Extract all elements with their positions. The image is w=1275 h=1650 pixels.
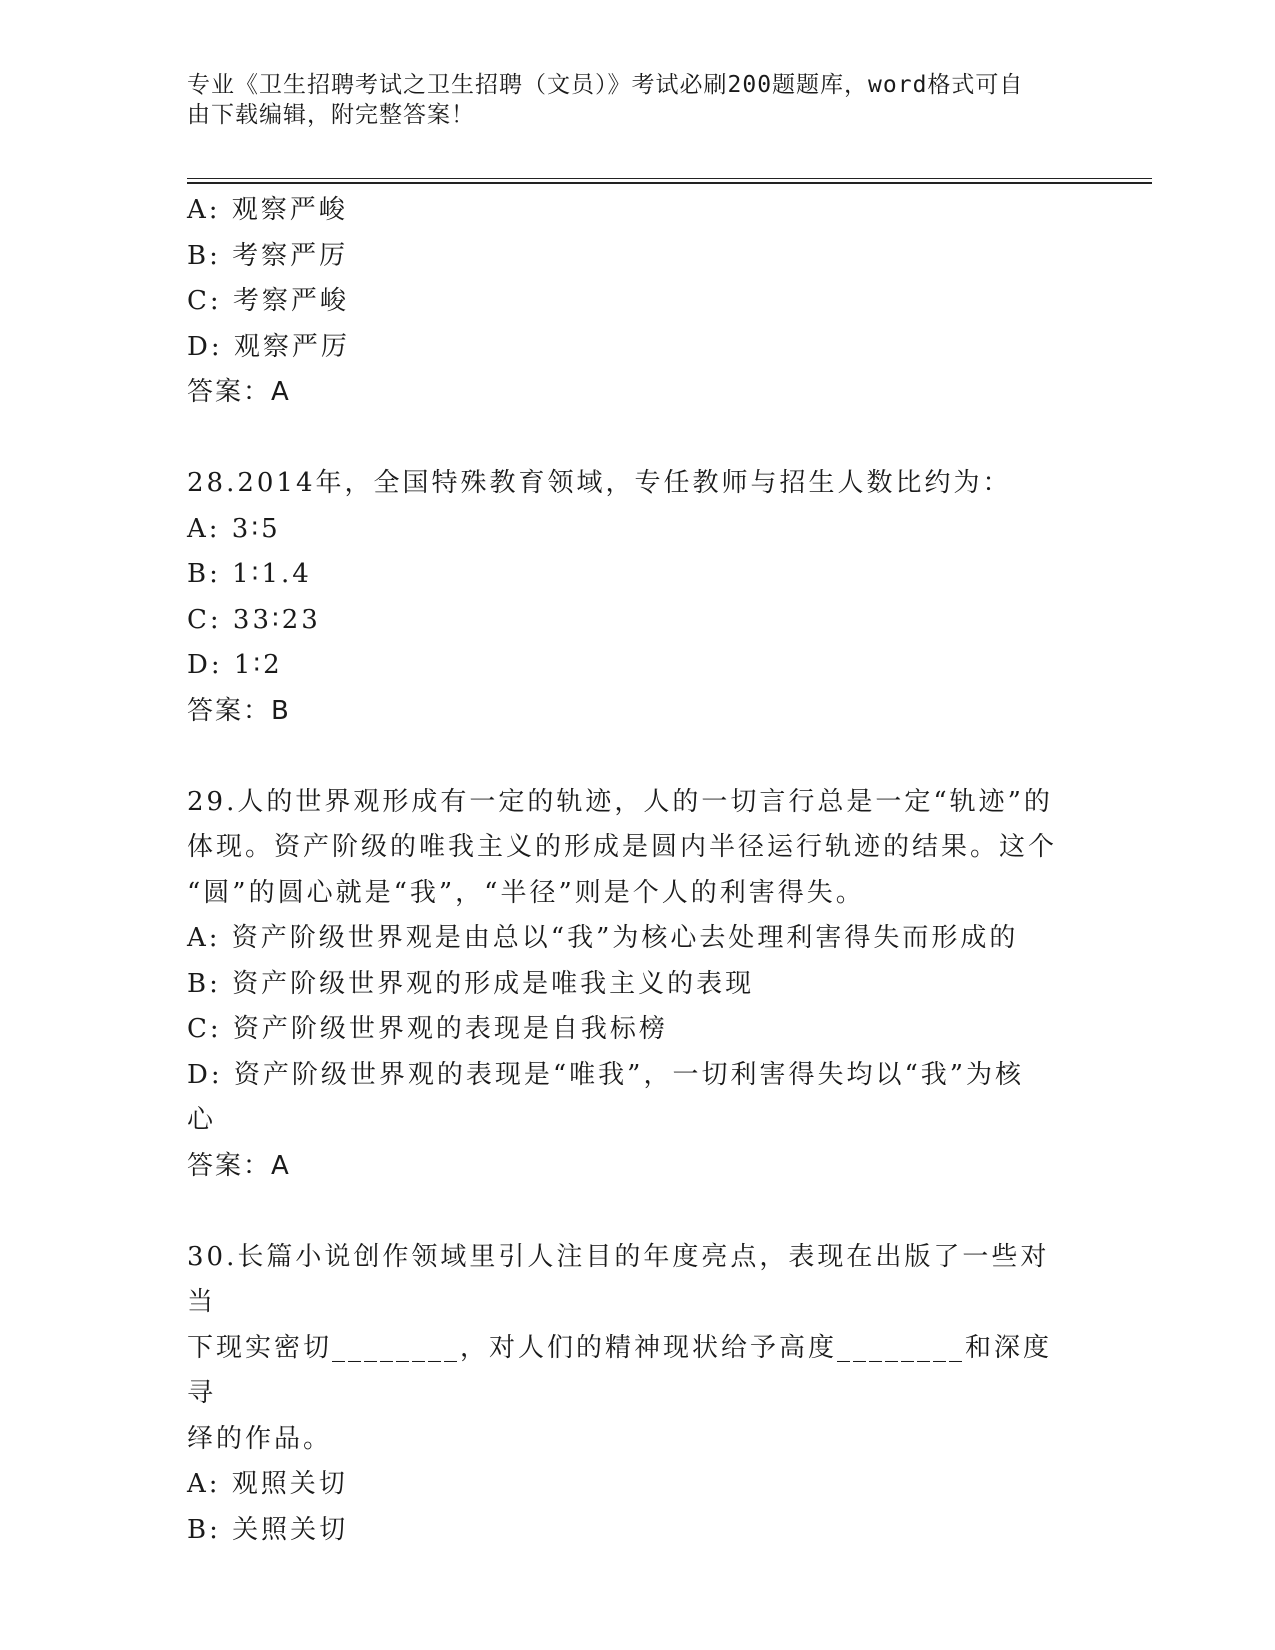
question-stem-line-1: 29.人的世界观形成有一定的轨迹，人的一切言行总是一定“轨迹”的	[187, 786, 1053, 817]
header-divider-thick	[187, 182, 1152, 184]
question-stem-line-2: 下现实密切________，对人们的精神现状给予高度________和深度寻	[187, 1332, 1053, 1408]
option-b: B: 关照关切	[187, 1514, 349, 1545]
question-stem: 28.2014年，全国特殊教育领域，专任教师与招生人数比约为：	[187, 468, 1012, 498]
document-header	[187, 70, 1087, 130]
option-b: B: 资产阶级世界观的形成是唯我主义的表现	[187, 968, 755, 999]
header-line-2: 由下载编辑，附完整答案！	[187, 102, 475, 128]
header-line-1: 专业《卫生招聘考试之卫生招聘（文员）》考试必刷200题题库，word格式可自	[187, 72, 1024, 98]
option-c: C: 资产阶级世界观的表现是自我标榜	[187, 1014, 668, 1044]
option-b: B: 1∶1.4	[187, 559, 312, 589]
option-a: A: 资产阶级世界观是由总以“我”为核心去处理利害得失而形成的	[187, 923, 1019, 953]
question-30	[187, 1235, 1077, 1554]
option-c: C: 考察严峻	[187, 286, 349, 316]
question-27	[187, 188, 1077, 416]
answer: 答案：A	[187, 377, 291, 407]
answer: 答案：B	[187, 695, 291, 726]
question-stem-line-3: 绎的作品。	[187, 1423, 333, 1454]
question-stem-line-1: 30.长篇小说创作领域里引人注目的年度亮点，表现在出版了一些对当	[187, 1241, 1050, 1317]
option-d: D: 1∶2	[187, 650, 283, 680]
answer: 答案：A	[187, 1150, 291, 1181]
header-divider-thin	[187, 178, 1152, 179]
option-b: B: 考察严厉	[187, 240, 349, 271]
question-list	[187, 188, 1077, 1553]
spacer	[187, 734, 1077, 780]
option-a: A: 3∶5	[187, 513, 281, 544]
option-a: A: 观照关切	[187, 1469, 348, 1499]
spacer	[187, 1189, 1077, 1235]
spacer	[187, 416, 1077, 462]
option-d-continued: 心	[187, 1105, 217, 1135]
option-a: A: 观察严峻	[187, 195, 348, 225]
question-stem-line-3: “圆”的圆心就是“我”，“半径”则是个人的利害得失。	[187, 877, 865, 908]
option-d: D: 观察严厉	[187, 331, 350, 362]
option-c: C: 33∶23	[187, 604, 321, 635]
question-stem-line-2: 体现。资产阶级的唯我主义的形成是圆内半径运行轨迹的结果。这个	[187, 832, 1058, 862]
question-29	[187, 780, 1077, 1190]
option-d: D: 资产阶级世界观的表现是“唯我”，一切利害得失均以“我”为核	[187, 1059, 1025, 1090]
question-28	[187, 461, 1077, 734]
